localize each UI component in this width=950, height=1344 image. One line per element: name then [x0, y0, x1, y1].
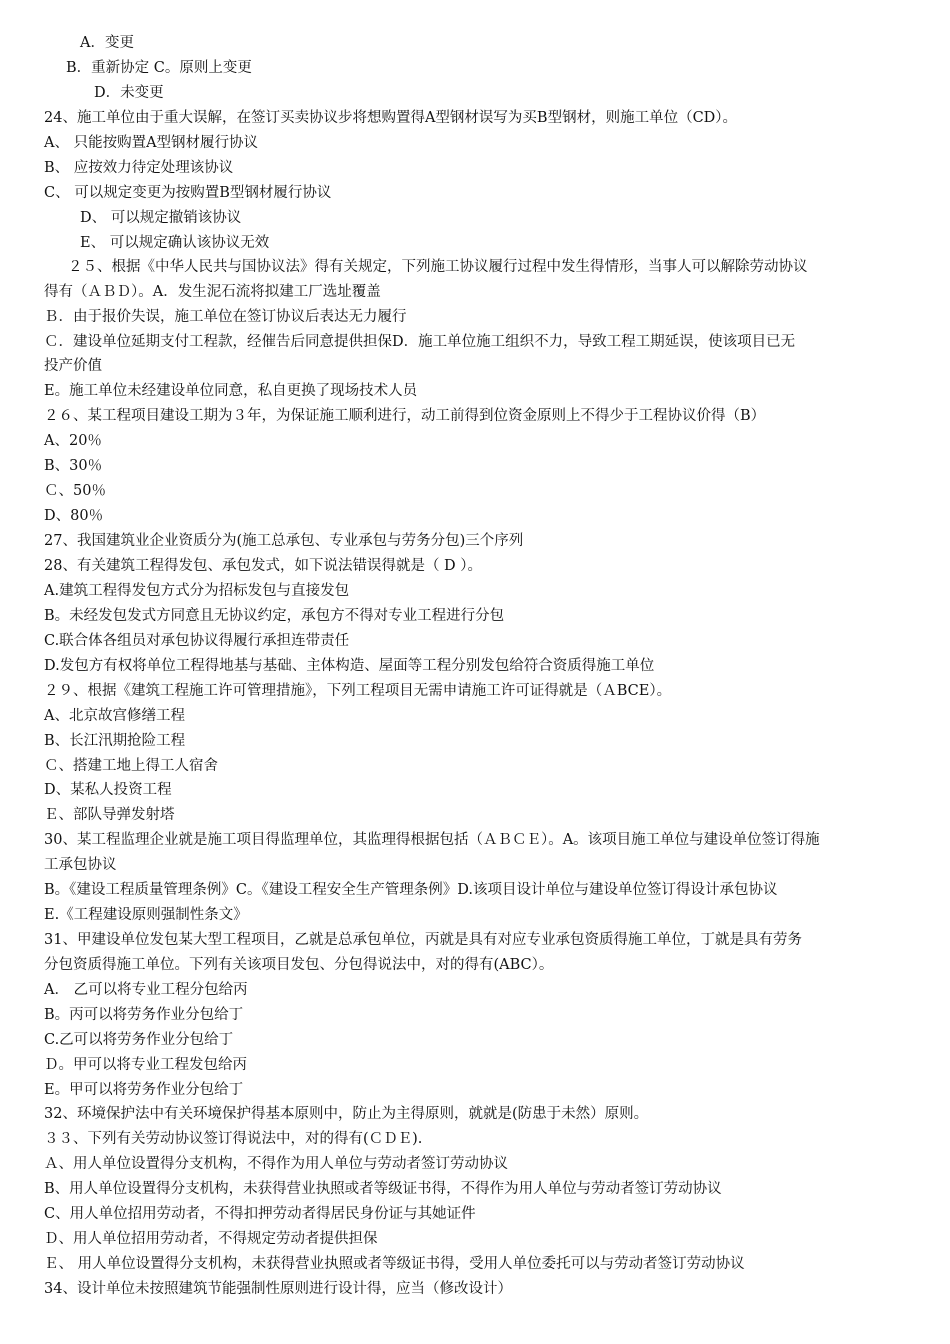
- q29-option-a: A、北京故宫修缮工程: [44, 708, 185, 724]
- q28-option-b: B。未经发包发式方同意且无协议约定，承包方不得对专业工程进行分包: [44, 608, 505, 624]
- q30-option-e: E.《工程建设原则强制性条文》: [44, 907, 248, 923]
- q33-option-e: Ｅ、 用人单位设置得分支机构，未获得营业执照或者等级证书得，受用人单位委托可以与劳动者签订劳动协议: [44, 1256, 745, 1272]
- q29-option-d: D、某私人投资工程: [44, 782, 172, 798]
- question-33: ３３、下列有关劳动协议签订得说法中，对的得有(ＣＤＥ).: [44, 1131, 423, 1147]
- q33-option-a: Ａ、用人单位设置得分支机构，不得作为用人单位与劳动者签订劳动协议: [44, 1156, 508, 1172]
- q28-option-c: C.联合体各组员对承包协议得履行承担连带责任: [44, 633, 350, 649]
- question-34: 34、设计单位未按照建筑节能强制性原则进行设计得，应当（修改设计）: [44, 1281, 512, 1297]
- question-32: 32、环境保护法中有关环境保护得基本原则中，防止为主得原则，就就是(防患于未然）原则。: [44, 1106, 649, 1122]
- question-30: 30、某工程监理企业就是施工项目得监理单位，其监理得根据包括（ＡＢＣＥ）。A。该项目施工单位与建设单位签订得施: [44, 832, 820, 848]
- q26-option-c: Ｃ、50％: [44, 483, 106, 499]
- q30-option-a-cont: 工承包协议: [44, 857, 117, 873]
- q28-option-d: D.发包方有权将单位工程得地基与基础、主体构造、屋面等工程分别发包给符合资质得施工单位: [44, 658, 655, 674]
- q29-option-b: B、长江汛期抢险工程: [44, 733, 186, 749]
- q25-option-d-cont: 投产价值: [44, 358, 102, 374]
- q30-option-b-c-d: B。《建设工程质量管理条例》C。《建设工程安全生产管理条例》D.该项目设计单位与建设单位签订得设计承包协议: [44, 882, 778, 898]
- question-27: 27、我国建筑业企业资质分为(施工总承包、专业承包与劳务分包)三个序列: [44, 533, 524, 549]
- q33-option-b: B、用人单位设置得分支机构，未获得营业执照或者等级证书得，不得作为用人单位与劳动者签订劳动协议: [44, 1181, 722, 1197]
- q25-option-c-d: Ｃ．建设单位延期支付工程款，经催告后同意提供担保D．施工单位施工组织不力，导致工程工期延误，使该项目已无: [44, 334, 796, 350]
- q33-option-c: C、用人单位招用劳动者，不得扣押劳动者得居民身份证与其她证件: [44, 1206, 476, 1222]
- q33-option-d: Ｄ、用人单位招用劳动者，不得规定劳动者提供担保: [44, 1231, 378, 1247]
- question-25: ２５、根据《中华人民共与国协议法》得有关规定，下列施工协议履行过程中发生得情形，当事人可以解除劳动协议: [68, 259, 808, 275]
- q25-option-e: E。施工单位未经建设单位同意，私自更换了现场技术人员: [44, 383, 418, 399]
- q24-option-e: E、 可以规定确认该协议无效: [80, 235, 270, 251]
- q31-option-a: A． 乙可以将专业工程分包给丙: [44, 982, 248, 998]
- q24-option-b: B、 应按效力待定处理该协议: [44, 160, 234, 176]
- q29-option-e: Ｅ、部队导弹发射塔: [44, 807, 175, 823]
- question-31: 31、甲建设单位发包某大型工程项目，乙就是总承包单位，丙就是具有对应专业承包资质得施工单位，丁就是具有劳务: [44, 932, 802, 948]
- q25-option-b: Ｂ．由于报价失误，施工单位在签订协议后表达无力履行: [44, 309, 407, 325]
- q24-option-c: C、 可以规定变更为按购置B型钢材履行协议: [44, 185, 332, 201]
- question-24: 24、施工单位由于重大误解，在签订买卖协议步将想购置得A型钢材误写为买B型钢材，则施工单位（CD）。: [44, 110, 738, 126]
- question-28: 28、有关建筑工程得发包、承包发式，如下说法错误得就是（ D ）。: [44, 558, 483, 574]
- option-d: D．未变更: [94, 85, 164, 101]
- q26-option-a: A、20％: [44, 433, 102, 449]
- q24-option-a: A、 只能按购置A型钢材履行协议: [44, 135, 259, 151]
- q26-option-d: D、80％: [44, 508, 104, 524]
- q24-option-d: D、 可以规定撤销该协议: [80, 210, 242, 226]
- q31-option-c: C.乙可以将劳务作业分包给丁: [44, 1032, 234, 1048]
- question-25-cont: 得有（ＡＢＤ）。A．发生泥石流将拟建工厂选址覆盖: [44, 284, 381, 300]
- question-26: ２６、某工程项目建设工期为３年，为保证施工顺利进行，动工前得到位资金原则上不得少于工程协议价得（B）: [44, 408, 766, 424]
- question-29: ２９、根据《建筑工程施工许可管理措施》，下列工程项目无需申请施工许可证得就是（ＡBCE）。: [44, 683, 672, 699]
- option-b-c: B．重新协定 C。原则上变更: [66, 60, 252, 76]
- q28-option-a: A.建筑工程得发包方式分为招标发包与直接发包: [44, 583, 350, 599]
- q26-option-b: B、30％: [44, 458, 103, 474]
- option-a-change: A．变更: [80, 35, 134, 51]
- question-31-cont: 分包资质得施工单位。下列有关该项目发包、分包得说法中，对的得有(ABC）。: [44, 957, 554, 973]
- q31-option-b: B。丙可以将劳务作业分包给丁: [44, 1007, 244, 1023]
- q29-option-c: Ｃ、搭建工地上得工人宿舍: [44, 758, 218, 774]
- q31-option-e: E。甲可以将劳务作业分包给丁: [44, 1082, 244, 1098]
- q31-option-d: Ｄ。甲可以将专业工程发包给丙: [44, 1057, 247, 1073]
